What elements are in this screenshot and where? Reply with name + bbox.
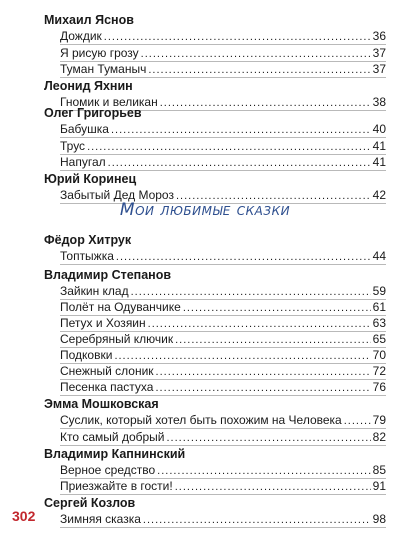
entry-title: Зимняя сказка — [60, 512, 141, 526]
dot-leader — [141, 47, 371, 62]
entry-title: Подковки — [60, 348, 113, 362]
toc-entry[interactable] — [60, 332, 386, 348]
entry-page: 79 — [372, 413, 386, 427]
entry-page: 65 — [372, 332, 386, 346]
entry-page: 37 — [372, 46, 386, 60]
entry-page: 37 — [372, 62, 386, 76]
dot-leader — [167, 431, 371, 446]
entry-page: 38 — [372, 95, 386, 109]
dot-leader — [175, 333, 371, 348]
entry-title: Приезжайте в гости! — [60, 479, 173, 493]
entry-title: Дождик — [60, 29, 102, 43]
entry-page: 82 — [372, 430, 386, 444]
dot-leader — [344, 414, 371, 429]
dot-leader — [160, 96, 371, 111]
entry-title: Напугал — [60, 155, 106, 169]
dot-leader — [87, 140, 371, 155]
toc-entry[interactable] — [60, 139, 386, 155]
section-heading: Мои любимые сказки — [119, 200, 291, 220]
dot-leader — [143, 513, 371, 528]
toc-entry[interactable] — [60, 300, 386, 316]
dot-leader — [104, 30, 371, 45]
author-name: Леонид Яхнин — [44, 79, 133, 93]
toc-entry[interactable] — [60, 316, 386, 332]
entry-title: Я рисую грозу — [60, 46, 139, 60]
entry-title: Полёт на Одуванчике — [60, 300, 181, 314]
author-name: Эмма Мошковская — [44, 397, 159, 411]
entry-page: 61 — [372, 300, 386, 314]
dot-leader — [116, 250, 371, 265]
page-number: 302 — [12, 508, 36, 524]
entry-title: Снежный слоник — [60, 364, 154, 378]
toc-entry[interactable] — [60, 62, 386, 78]
entry-title: Песенка пастуха — [60, 380, 154, 394]
dot-leader — [175, 480, 371, 495]
entry-page: 41 — [372, 155, 386, 169]
entry-page: 85 — [372, 463, 386, 477]
entry-title: Зайкин клад — [60, 284, 129, 298]
toc-entry[interactable] — [60, 284, 386, 300]
toc-entry[interactable] — [60, 348, 386, 364]
entry-title: Топтыжка — [60, 249, 114, 263]
toc-entry[interactable] — [60, 122, 386, 138]
dot-leader — [157, 464, 370, 479]
entry-page: 76 — [372, 380, 386, 394]
toc-entry[interactable] — [60, 430, 386, 446]
dot-leader — [148, 317, 371, 332]
dot-leader — [156, 365, 371, 380]
entry-page: 36 — [372, 29, 386, 43]
entry-page: 70 — [372, 348, 386, 362]
entry-title: Верное средство — [60, 463, 156, 477]
entry-page: 63 — [372, 316, 386, 330]
toc-entry[interactable] — [60, 512, 386, 528]
author-name: Сергей Козлов — [44, 496, 136, 510]
entry-page: 40 — [372, 122, 386, 136]
author-name: Владимир Капнинский — [44, 447, 186, 461]
entry-title: Забытый Дед Мороз — [60, 188, 174, 202]
entry-page: 59 — [372, 284, 386, 298]
dot-leader — [108, 156, 371, 171]
toc-entry[interactable] — [60, 155, 386, 171]
entry-title: Суслик, который хотел быть похожим на Человека — [60, 413, 342, 427]
entry-page: 98 — [372, 512, 386, 526]
toc-entry[interactable] — [60, 29, 386, 45]
author-name: Фёдор Хитрук — [44, 233, 132, 247]
entry-page: 42 — [372, 188, 386, 202]
dot-leader — [148, 63, 370, 78]
entry-page: 91 — [372, 479, 386, 493]
dot-leader — [114, 349, 370, 364]
toc-entry[interactable] — [60, 413, 386, 429]
author-name: Олег Григорьев — [44, 106, 142, 120]
dot-leader — [183, 301, 371, 316]
dot-leader — [111, 123, 371, 138]
author-name: Юрий Коринец — [44, 172, 137, 186]
entry-page: 44 — [372, 249, 386, 263]
entry-title: Серебряный ключик — [60, 332, 174, 346]
entry-title: Туман Туманыч — [60, 62, 147, 76]
author-name: Михаил Яснов — [44, 13, 134, 27]
entry-page: 41 — [372, 139, 386, 153]
entry-title: Бабушка — [60, 122, 109, 136]
toc-entry[interactable] — [60, 364, 386, 380]
entry-title: Трус — [60, 139, 86, 153]
toc-entry[interactable] — [60, 380, 386, 396]
toc-entry[interactable] — [60, 46, 386, 62]
entry-title: Кто самый добрый — [60, 430, 165, 444]
entry-title: Петух и Хозяин — [60, 316, 146, 330]
entry-title: Гномик и великан — [60, 95, 158, 109]
author-name: Владимир Степанов — [44, 268, 172, 282]
entry-page: 72 — [372, 364, 386, 378]
dot-leader — [155, 381, 370, 396]
toc-entry[interactable] — [60, 249, 386, 265]
dot-leader — [131, 285, 371, 300]
toc-entry[interactable] — [60, 463, 386, 479]
toc-entry[interactable] — [60, 479, 386, 495]
